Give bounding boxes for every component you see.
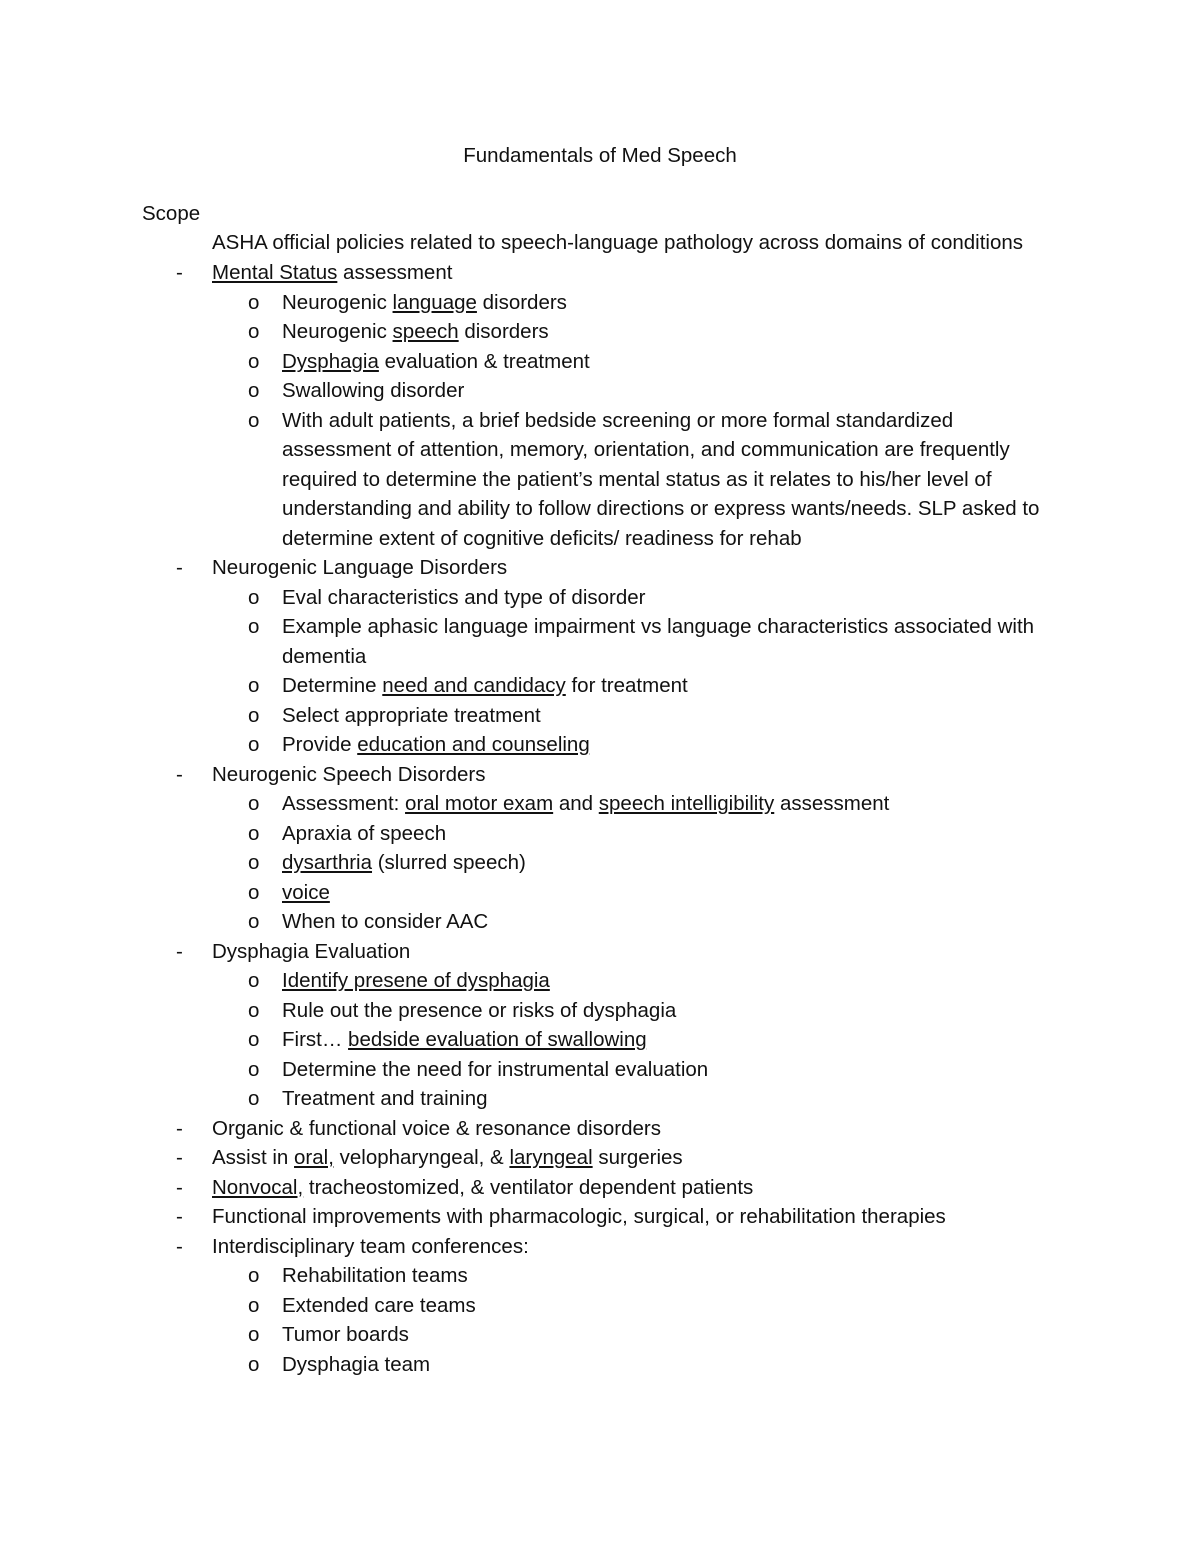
circle-bullet-icon: o (248, 880, 260, 904)
sub-list-item (212, 878, 1042, 908)
sub-list (212, 966, 1100, 1114)
sub-list-item (212, 789, 1042, 819)
sub-list-item (212, 347, 1042, 377)
outline-item-text (212, 1176, 753, 1199)
sub-item-text (282, 674, 688, 697)
outline-item-text (212, 556, 507, 579)
sub-item-text (282, 881, 330, 904)
text-run: Treatment and training (282, 1087, 488, 1110)
circle-bullet-icon: o (248, 851, 260, 874)
sub-item-text (282, 851, 526, 874)
text-run: disorders (458, 320, 549, 343)
text-run: Rehabilitation teams (282, 1264, 468, 1287)
text-run: Neurogenic (282, 320, 393, 343)
circle-bullet-icon: o (248, 733, 260, 756)
underlined-text: Dysphagia (282, 349, 379, 373)
circle-bullet-icon: o (248, 1352, 260, 1376)
sub-item-text (282, 1294, 476, 1317)
sub-item-text (282, 320, 549, 343)
sub-item-text (282, 792, 889, 815)
dash-bullet-icon: - (176, 762, 183, 786)
sub-list (212, 288, 1100, 554)
sub-item-text (282, 999, 676, 1022)
text-run: velopharyngeal, & (333, 1146, 510, 1169)
text-run: disorders (476, 290, 567, 314)
text-run: Example aphasic language impairment vs language characteristics associated with dementia (282, 615, 1035, 668)
outline-item (0, 1202, 1100, 1232)
sub-list-item (212, 1084, 1042, 1114)
sub-list-item (212, 701, 1042, 731)
underlined-text: language (392, 290, 477, 314)
sub-list-item (212, 966, 1042, 996)
circle-bullet-icon: o (248, 674, 260, 697)
sub-item-text (282, 409, 1039, 550)
sub-list-item (212, 1055, 1042, 1085)
text-run: Swallowing disorder (282, 379, 465, 402)
outline-item-text (212, 763, 485, 786)
sub-list-item (212, 1350, 1042, 1380)
outline-item-text (212, 940, 410, 963)
text-run: Neurogenic Speech Disorders (212, 762, 486, 786)
text-run: First… (282, 1028, 349, 1051)
underlined-text: oral motor exam (405, 792, 554, 815)
dash-bullet-icon: - (176, 1234, 183, 1258)
circle-bullet-icon: o (248, 1028, 260, 1051)
sub-list (212, 1261, 1100, 1379)
sub-list-item (212, 583, 1042, 613)
text-run: With adult patients, a brief bedside screening or more formal standardized assessment of attention, memory, orientation, and communication are frequently required to determine the patient’s mental status as it relates to his/her level of understanding and ability to follow directions or express wants/needs. SLP asked to determine extent of cognitive deficits/ readiness for rehab (282, 408, 1040, 550)
circle-bullet-icon: o (248, 585, 260, 609)
dash-bullet-icon: - (176, 556, 183, 579)
circle-bullet-icon: o (248, 1323, 260, 1346)
underlined-text: Mental Status (212, 261, 338, 284)
outline-item-text (212, 1205, 946, 1228)
circle-bullet-icon: o (248, 703, 260, 727)
text-run: tracheostomized, & ventilator dependent patients (303, 1175, 754, 1199)
sub-list-item (212, 848, 1042, 878)
sub-list-item (212, 317, 1042, 347)
sub-item-text (282, 910, 488, 933)
sub-item-text (282, 379, 464, 402)
text-run: surgeries (592, 1146, 683, 1169)
underlined-text: speech intelligibility (598, 792, 775, 815)
document-title: Fundamentals of Med Speech (463, 144, 737, 167)
sub-list-item (212, 1261, 1042, 1291)
dash-bullet-icon: - (176, 1205, 183, 1228)
underlined-text: Identify presene of dysphagia (282, 969, 550, 992)
text-run: assessment (337, 261, 453, 284)
sub-item-text (282, 1264, 468, 1287)
sub-item-text (282, 1323, 409, 1346)
circle-bullet-icon: o (248, 1087, 260, 1110)
sub-item-text (282, 1058, 708, 1081)
sub-item-text (282, 733, 590, 756)
text-run: Assessment: (282, 792, 406, 815)
text-run: Assist in (212, 1146, 295, 1169)
sub-list-item (212, 376, 1042, 406)
text-run: evaluation & treatment (378, 349, 590, 373)
circle-bullet-icon: o (248, 969, 260, 992)
dash-bullet-icon: - (176, 1146, 183, 1169)
circle-bullet-icon: o (248, 1264, 260, 1287)
circle-bullet-icon: o (248, 998, 260, 1022)
outline-item (0, 1232, 1100, 1380)
underlined-text: oral, (294, 1146, 334, 1169)
underlined-text: need and candidacy (382, 674, 566, 697)
outline-item (0, 760, 1100, 937)
text-run: Determine the need for instrumental evaluation (282, 1057, 709, 1081)
sub-item-text (282, 586, 645, 609)
outline-item (0, 1114, 1100, 1144)
circle-bullet-icon: o (248, 1057, 260, 1081)
underlined-text: bedside evaluation of swallowing (348, 1028, 647, 1051)
outline-item-text (212, 1146, 683, 1169)
text-run: Dysphagia team (282, 1352, 431, 1376)
text-run: Determine (282, 674, 383, 697)
text-run: Rule out the presence or risks of dysphagia (282, 998, 677, 1022)
text-run: assessment (774, 792, 890, 815)
text-run: Neurogenic (282, 290, 393, 314)
circle-bullet-icon: o (248, 615, 260, 638)
sub-list-item (212, 1320, 1042, 1350)
outline-item-text (212, 261, 452, 284)
sub-item-text (282, 1028, 647, 1051)
text-run: Organic & functional voice & resonance disorders (212, 1116, 661, 1140)
text-run: Tumor boards (282, 1323, 409, 1346)
circle-bullet-icon: o (248, 320, 260, 343)
sub-item-text (282, 615, 1034, 668)
text-run: Select appropriate treatment (282, 703, 541, 727)
text-run: for treatment (565, 674, 688, 697)
text-run: Extended care teams (282, 1293, 476, 1317)
text-run: Eval characteristics and type of disorder (282, 585, 646, 609)
outline-item-text (212, 1235, 529, 1258)
section-heading-scope: Scope (142, 202, 201, 225)
circle-bullet-icon: o (248, 1293, 260, 1317)
sub-list-item (212, 288, 1042, 318)
text-run: Dysphagia Evaluation (212, 939, 411, 963)
circle-bullet-icon: o (248, 379, 260, 402)
text-run: When to consider AAC (282, 910, 489, 933)
sub-item-text (282, 822, 446, 845)
text-run: Apraxia of speech (282, 821, 447, 845)
sub-list-item (212, 406, 1042, 554)
underlined-text: education and counseling (357, 733, 590, 756)
outline-item-text (212, 1117, 661, 1140)
sub-item-text (282, 1087, 488, 1110)
sub-list-item (212, 671, 1042, 701)
dash-bullet-icon: - (176, 939, 183, 963)
outline-item (0, 937, 1100, 1114)
circle-bullet-icon: o (248, 910, 260, 933)
scope-outline-list (0, 258, 1100, 1379)
circle-bullet-icon: o (248, 792, 260, 815)
text-run: and (553, 792, 599, 815)
sub-list-item (212, 1291, 1042, 1321)
underlined-text: voice (282, 880, 330, 904)
circle-bullet-icon: o (248, 349, 260, 373)
sub-list-item (212, 1025, 1042, 1055)
dash-bullet-icon: - (176, 1175, 183, 1199)
sub-item-text (282, 350, 590, 373)
text-run: Interdisciplinary team conferences: (212, 1234, 529, 1258)
underlined-text: Nonvocal, (212, 1175, 304, 1199)
circle-bullet-icon: o (248, 290, 260, 314)
sub-item-text (282, 704, 541, 727)
dash-bullet-icon: - (176, 261, 183, 284)
underlined-text: dysarthria (282, 851, 373, 874)
underlined-text: laryngeal (509, 1146, 593, 1169)
sub-list-item (212, 996, 1042, 1026)
circle-bullet-icon: o (248, 408, 260, 432)
outline-item (0, 1173, 1100, 1203)
sub-list (212, 789, 1100, 937)
sub-item-text (282, 969, 550, 992)
text-run: (slurred speech) (372, 851, 526, 874)
sub-item-text (282, 291, 567, 314)
sub-item-text (282, 1353, 430, 1376)
sub-list-item (212, 730, 1042, 760)
sub-list (212, 583, 1100, 760)
outline-item (0, 258, 1100, 553)
text-run: Provide (282, 733, 358, 756)
sub-list-item (212, 907, 1042, 937)
outline-item (0, 1143, 1100, 1173)
text-run: Functional improvements with pharmacologic, surgical, or rehabilitation therapies (212, 1205, 946, 1228)
sub-list-item (212, 819, 1042, 849)
dash-bullet-icon: - (176, 1116, 183, 1140)
outline-item (0, 553, 1100, 760)
underlined-text: speech (392, 320, 459, 343)
text-run: Neurogenic Language Disorders (212, 556, 508, 579)
scope-intro-text: ASHA official policies related to speech-language pathology across domains of conditions (212, 231, 1024, 254)
circle-bullet-icon: o (248, 821, 260, 845)
sub-list-item (212, 612, 1042, 671)
